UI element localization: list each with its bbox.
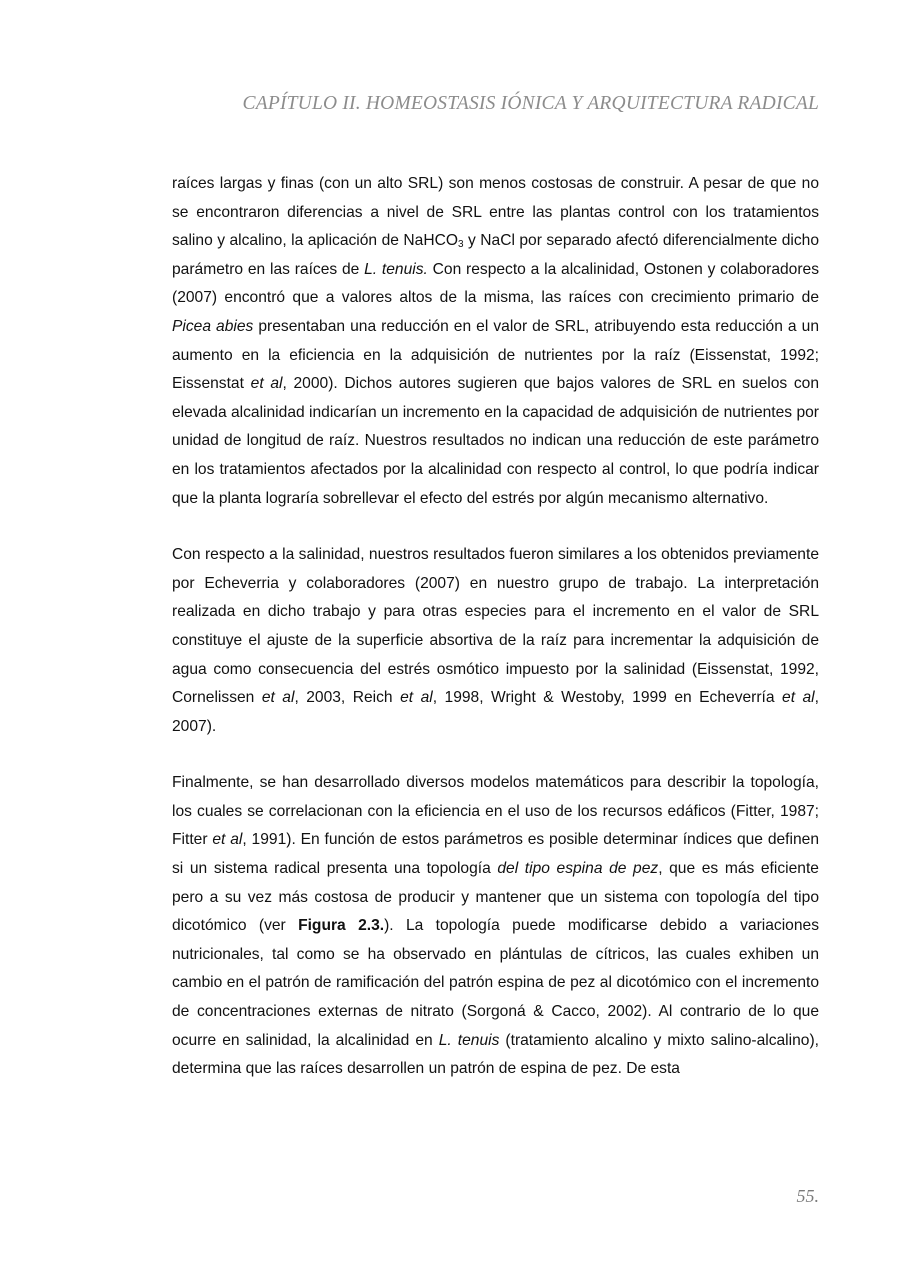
italic-segment: et al [250,375,283,393]
italic-segment: L. tenuis. [364,260,428,278]
running-header: CAPÍTULO II. HOMEOSTASIS IÓNICA Y ARQUITECTURA RADICAL [242,93,819,114]
text-segment: y NaCl por separado afectó diferencialmente dicho parámetro en las raíces de [172,232,819,278]
italic-segment: et al [212,831,243,849]
page-number: 55. [796,1186,819,1206]
italic-segment: del tipo espina de pez [497,860,659,878]
subscript-segment: 3 [457,239,464,251]
body-text [172,170,819,1112]
italic-segment: et al [261,689,295,707]
text-segment: Finalmente, se han desarrollado diversos modelos matemáticos para describir la topología, los cuales se correlacionan con la eficiencia en el uso de los recursos edáficos (Fitter, 1987; Fitter [172,774,819,849]
italic-segment: et al [400,689,433,707]
text-segment: ). La topología puede modificarse debido a variaciones nutricionales, tal como se ha observado en plántulas de cítricos, las cuales exhiben un cambio en el patrón de ramificación del patrón espina de pez al dicotómico con el incremento de concentraciones externas de nitrato (Sorgoná & Cacco, 2002). Al contrario de lo que ocurre en salinidad, la alcalinidad en [172,917,819,1049]
text-segment: , 1998, Wright & Westoby, 1999 en Echeverría [432,689,783,707]
italic-segment: et al [782,689,815,707]
text-segment: (tratamiento alcalino y mixto salino-alcalino), determina que las raíces desarrollen un patrón de espina de pez. De esta [172,1031,819,1078]
text-segment: , que es más eficiente pero a su vez más costosa de producir y mantener que un sistema con topología del tipo dicotómico (ver [172,860,819,935]
text-segment: raíces largas y finas (con un alto SRL) son menos costosas de construir. A pesar de que no se encontraron diferencias a nivel de SRL entre las plantas control con los tratamientos salino y alcalino, la aplicación de NaHCO [172,175,819,250]
text-segment: , 2000). Dichos autores sugieren que bajos valores de SRL en suelos con elevada alcalinidad indicarían un incremento en la capacidad de adquisición de nutrientes por unidad de longitud de raíz. Nuestros resultados no indican una reducción de este parámetro en los tratamientos afectados por la alcalinidad con respecto al control, lo que podría indicar que la planta lograría sobrellevar el efecto del estrés por algún mecanismo alternativo. [172,375,820,507]
paragraph-1 [172,170,819,513]
text-segment: , 2003, Reich [294,689,401,707]
figure-reference: Figura 2.3. [298,917,385,935]
text-segment: Con respecto a la salinidad, nuestros resultados fueron similares a los obtenidos previamente por Echeverria y colaboradores (2007) en nuestro grupo de trabajo. La interpretación realizada en dicho trabajo y para otras especies para el incremento en el valor de SRL constituye el ajuste de la superficie absortiva de la raíz para incrementar la adquisición de agua como consecuencia del estrés osmótico impuesto por la salinidad (Eissenstat, 1992, Cornelissen [172,546,819,707]
italic-segment: Picea abies [172,317,254,335]
paragraph-2 [172,541,819,741]
text-segment: , 2007). [172,689,819,735]
text-segment: , 1991). En función de estos parámetros es posible determinar índices que definen si un sistema radical presenta una topología [172,831,819,878]
italic-segment: L. tenuis [438,1031,500,1049]
text-segment: Con respecto a la alcalinidad, Ostonen y colaboradores (2007) encontró que a valores altos de la misma, las raíces con crecimiento primario de [172,260,819,307]
paragraph-3 [172,769,819,1084]
text-segment: presentaban una reducción en el valor de SRL, atribuyendo esta reducción a un aumento en la eficiencia en la adquisición de nutrientes por la raíz (Eissenstat, 1992; Eissenstat [172,317,819,393]
